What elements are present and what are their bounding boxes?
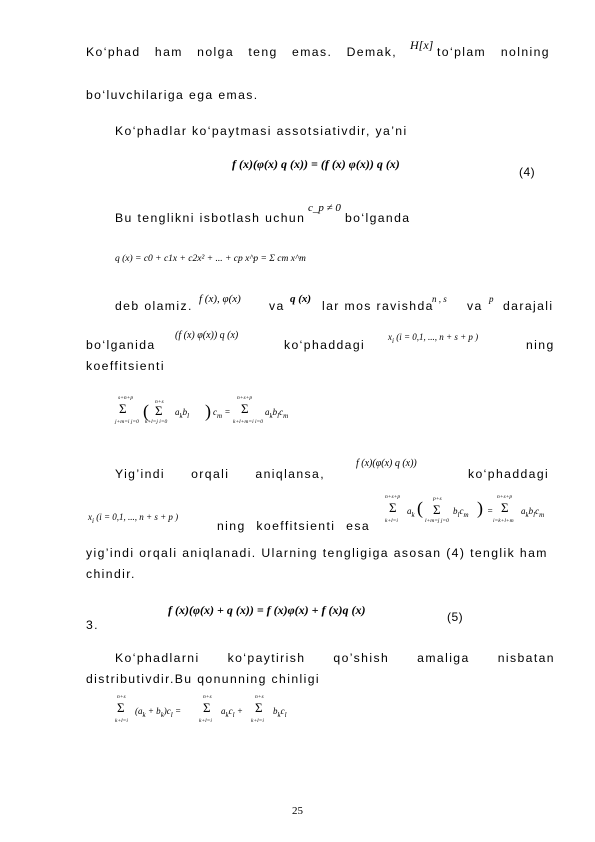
text-line: Bu tenglikni isbotlash uchun [115, 211, 306, 225]
equation-5: f (x)(φ(x) + q (x)) = f (x)φ(x) + f (x)q (x) [168, 603, 366, 617]
text-line: Ko‘phad ham nolga teng emas. Demak, [86, 45, 397, 59]
text-line: ko‘phaddagi [284, 338, 366, 352]
text-line: ko‘phaddagi [468, 467, 550, 481]
formula-product: (f (x) φ(x)) q (x) [175, 330, 239, 341]
text-line: to‘plam nolning [437, 45, 550, 59]
text-line: bo‘lganda [345, 211, 411, 225]
equation-number-5: (5) [447, 610, 464, 624]
formula-fx: f (x), φ(x) [199, 293, 241, 305]
page-number: 25 [292, 805, 303, 817]
text-line: va [269, 299, 285, 313]
text-line: Ko‘phadlar ko‘paytmasi assotsiativdir, ya’ni [115, 124, 408, 138]
formula-p: p [489, 294, 494, 304]
formula-f-phi-q: f (x)(φ(x) q (x)) [356, 458, 417, 469]
item-number: 3. [86, 618, 99, 632]
text-line: va [467, 299, 483, 313]
text-line: darajali [503, 299, 554, 313]
text-line: Yig’indi orqali aniqlansa, [115, 467, 325, 481]
text-line: lar mos ravishda [322, 299, 434, 313]
text-line: ning [526, 338, 555, 352]
text-line: chindir. [86, 567, 136, 581]
text-line: deb olamiz. [115, 299, 193, 313]
formula-hx: H[x] [410, 38, 434, 52]
equation-q-series: q (x) = c0 + c1x + c2x² + ... + cp x^p = Σ cm x^m [115, 254, 306, 264]
equation-4: f (x)(φ(x) q (x)) = (f (x) φ(x)) q (x) [232, 157, 400, 171]
text-line: distributivdir.Bu qonunning chinligi [86, 672, 321, 686]
text-line: bo‘luvchilariga ega emas. [86, 88, 259, 102]
text-line: koeffitsienti [86, 359, 165, 373]
text-line: yig’indi orqali aniqlanadi. Ularning tengligiga asosan (4) tenglik ham [86, 546, 548, 560]
formula-xi: $x_i$ (i = 0,1, ..., n + s + p ) [388, 332, 479, 345]
condition-cp: c_p ≠ 0 [308, 202, 341, 214]
text-line: bo‘lganida [86, 338, 156, 352]
text-line: Ko‘phadlarni ko‘paytirish qo’shish amaliga nisbatan [115, 651, 555, 665]
formula-ns: n , s [432, 294, 447, 304]
equation-number-4: (4) [519, 165, 536, 179]
formula-qx: q (x) [290, 293, 312, 305]
formula-xi-2: $x_i$ (i = 0,1, ..., n + s + p ) [88, 512, 179, 525]
text-line: ning koeffitsienti esa [217, 519, 371, 533]
